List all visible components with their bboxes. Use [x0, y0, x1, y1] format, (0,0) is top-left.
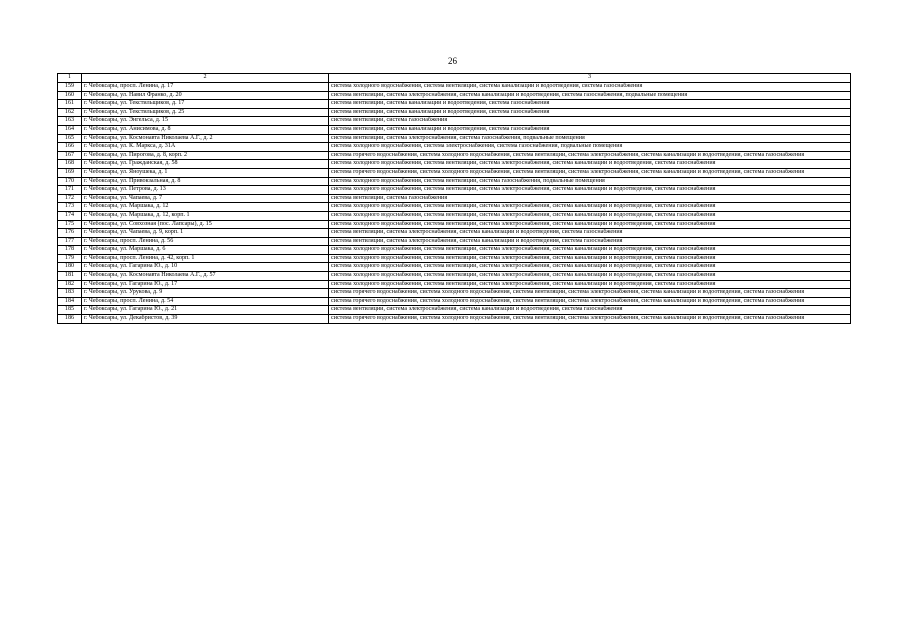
systems-cell: система холодного водоснабжения, система вентиляции, система электроснабжения, система канализации и водоотведения, система газоснабжения — [329, 246, 851, 255]
table-row — [58, 263, 851, 272]
row-number-cell: 163 — [58, 117, 82, 126]
systems-cell: система холодного водоснабжения, система вентиляции, система канализации и водоотведения, система газоснабжения — [329, 83, 851, 92]
row-number-cell: 173 — [58, 203, 82, 212]
address-cell: г. Чебоксары, ул. Текстильщиков, д. 25 — [82, 108, 329, 117]
row-number-cell: 179 — [58, 254, 82, 263]
table-row — [58, 272, 851, 281]
table-row — [58, 168, 851, 177]
table-row — [58, 177, 851, 186]
address-cell: г. Чебоксары, ул. Гражданская, д. 58 — [82, 160, 329, 169]
table-row — [58, 254, 851, 263]
address-cell: г. Чебоксары, просп. Ленина, д. 56 — [82, 237, 329, 246]
address-cell: г. Чебоксары, просп. Ленина, д. 17 — [82, 83, 329, 92]
address-cell: г. Чебоксары, ул. Чапаева, д. 7 — [82, 194, 329, 203]
table-row — [58, 117, 851, 126]
systems-cell: система холодного водоснабжения, система вентиляции, система электроснабжения, система канализации и водоотведения, система газоснабжения — [329, 254, 851, 263]
table-row — [58, 108, 851, 117]
row-number-cell: 169 — [58, 168, 82, 177]
systems-cell: система холодного водоснабжения, система вентиляции, система газоснабжения, подвальные помещения — [329, 177, 851, 186]
systems-cell: система горячего водоснабжения, система холодного водоснабжения, система вентиляции, система электроснабжения, система канализации и водоотведения, система газоснабжения — [329, 289, 851, 298]
address-cell: г. Чебоксары, ул. Текстильщиков, д. 17 — [82, 100, 329, 109]
address-cell: г. Чебоксары, просп. Ленина, д. 42, корп. 1 — [82, 254, 329, 263]
table-row — [58, 194, 851, 203]
systems-cell: система горячего водоснабжения, система холодного водоснабжения, система вентиляции, система электроснабжения, система канализации и водоотведения, система газоснабжения — [329, 315, 851, 324]
table-row — [58, 306, 851, 315]
table-row — [58, 203, 851, 212]
table-row — [58, 280, 851, 289]
systems-cell: система холодного водоснабжения, система вентиляции, система электроснабжения, система канализации и водоотведения, система газоснабжения — [329, 263, 851, 272]
systems-cell: система вентиляции, система канализации и водоотведения, система газоснабжения — [329, 100, 851, 109]
systems-cell: система вентиляции, система газоснабжения — [329, 117, 851, 126]
row-number-cell: 175 — [58, 220, 82, 229]
address-cell: г. Чебоксары, ул. Чапаева, д. 9, корп. 1 — [82, 229, 329, 238]
address-cell: г. Чебоксары, ул. Навил Франко, д. 20 — [82, 91, 329, 100]
address-cell: г. Чебоксары, ул. Пирогова, д. 8, корп. 2 — [82, 151, 329, 160]
address-cell: г. Чебоксары, ул. Маршака, д. 12, корп. 1 — [82, 211, 329, 220]
buildings-table — [57, 73, 851, 324]
table-row — [58, 100, 851, 109]
address-cell: г. Чебоксары, ул. Яноушека, д. 1 — [82, 168, 329, 177]
table-row — [58, 211, 851, 220]
row-number-cell: 180 — [58, 263, 82, 272]
column-header-1: 1 — [58, 74, 82, 83]
systems-cell: система холодного водоснабжения, система вентиляции, система электроснабжения, система канализации и водоотведения, система газоснабжения — [329, 160, 851, 169]
row-number-cell: 164 — [58, 125, 82, 134]
table-row — [58, 229, 851, 238]
systems-cell: система холодного водоснабжения, система электроснабжения, система газоснабжения, подвальные помещения — [329, 143, 851, 152]
address-cell: г. Чебоксары, ул. Декабристов, д. 39 — [82, 315, 329, 324]
systems-cell: система вентиляции, система электроснабжения, система газоснабжения, подвальные помещения — [329, 134, 851, 143]
address-cell: г. Чебоксары, ул. Гагарина Ю., д. 10 — [82, 263, 329, 272]
systems-cell: система вентиляции, система канализации и водоотведения, система газоснабжения — [329, 108, 851, 117]
table-row — [58, 143, 851, 152]
systems-cell: система вентиляции, система электроснабжения, система канализации и водоотведения, система газоснабжения, подвальные помещения — [329, 91, 851, 100]
row-number-cell: 172 — [58, 194, 82, 203]
table-row — [58, 91, 851, 100]
systems-cell: система горячего водоснабжения, система холодного водоснабжения, система вентиляции, система электроснабжения, система канализации и водоотведения, система газоснабжения — [329, 168, 851, 177]
address-cell: г. Чебоксары, ул. Совхозная (пос. Лапсары), д. 15 — [82, 220, 329, 229]
table-row — [58, 83, 851, 92]
systems-cell: система холодного водоснабжения, система вентиляции, система электроснабжения, система канализации и водоотведения, система газоснабжения — [329, 280, 851, 289]
systems-cell: система вентиляции, система электроснабжения, система канализации и водоотведения, система газоснабжения — [329, 306, 851, 315]
address-cell: г. Чебоксары, ул. Энгельса, д. 15 — [82, 117, 329, 126]
column-header-2: 2 — [82, 74, 329, 83]
table-row — [58, 186, 851, 195]
row-number-cell: 165 — [58, 134, 82, 143]
address-cell: г. Чебоксары, ул. Анисимова, д. 8 — [82, 125, 329, 134]
table-row — [58, 220, 851, 229]
row-number-cell: 166 — [58, 143, 82, 152]
row-number-cell: 167 — [58, 151, 82, 160]
table-row — [58, 125, 851, 134]
row-number-cell: 176 — [58, 229, 82, 238]
column-header-3: 3 — [329, 74, 851, 83]
systems-cell: система горячего водоснабжения, система холодного водоснабжения, система вентиляции, система электроснабжения, система канализации и водоотведения, система газоснабжения — [329, 297, 851, 306]
row-number-cell: 159 — [58, 83, 82, 92]
systems-cell: система вентиляции, система газоснабжения — [329, 194, 851, 203]
table-row — [58, 297, 851, 306]
systems-cell: система вентиляции, система электроснабжения, система канализации и водоотведения, система газоснабжения — [329, 229, 851, 238]
systems-cell: система холодного водоснабжения, система вентиляции, система электроснабжения, система канализации и водоотведения, система газоснабжения — [329, 211, 851, 220]
row-number-cell: 181 — [58, 272, 82, 281]
address-cell: г. Чебоксары, ул. К. Маркса, д. 31А — [82, 143, 329, 152]
page-number: 26 — [448, 56, 457, 66]
address-cell: г. Чебоксары, ул. Космонавта Николаева А.Г., д. 57 — [82, 272, 329, 281]
systems-cell: система холодного водоснабжения, система вентиляции, система электроснабжения, система канализации и водоотведения, система газоснабжения — [329, 272, 851, 281]
systems-cell: система горячего водоснабжения, система холодного водоснабжения, система вентиляции, система электроснабжения, система канализации и водоотведения, система газоснабжения — [329, 151, 851, 160]
row-number-cell: 178 — [58, 246, 82, 255]
table-row — [58, 237, 851, 246]
address-cell: г. Чебоксары, ул. Маршака, д. 12 — [82, 203, 329, 212]
row-number-cell: 168 — [58, 160, 82, 169]
address-cell: г. Чебоксары, ул. Гагарина Ю., д. 21 — [82, 306, 329, 315]
row-number-cell: 170 — [58, 177, 82, 186]
table-row — [58, 151, 851, 160]
row-number-cell: 184 — [58, 297, 82, 306]
table-row — [58, 160, 851, 169]
row-number-cell: 177 — [58, 237, 82, 246]
table-row — [58, 134, 851, 143]
row-number-cell: 162 — [58, 108, 82, 117]
address-cell: г. Чебоксары, ул. Петрова, д. 13 — [82, 186, 329, 195]
address-cell: г. Чебоксары, ул. Урукова, д. 9 — [82, 289, 329, 298]
table-row — [58, 246, 851, 255]
address-cell: г. Чебоксары, ул. Привокзальная, д. 8 — [82, 177, 329, 186]
address-cell: г. Чебоксары, просп. Ленина, д. 54 — [82, 297, 329, 306]
address-cell: г. Чебоксары, ул. Космонавта Николаева А.Г., д. 2 — [82, 134, 329, 143]
row-number-cell: 161 — [58, 100, 82, 109]
systems-cell: система вентиляции, система электроснабжения, система канализации и водоотведения, система газоснабжения — [329, 237, 851, 246]
row-number-cell: 160 — [58, 91, 82, 100]
table-header-row — [58, 74, 851, 83]
address-cell: г. Чебоксары, ул. Маршака, д. 6 — [82, 246, 329, 255]
row-number-cell: 171 — [58, 186, 82, 195]
table-row — [58, 289, 851, 298]
table-row — [58, 315, 851, 324]
row-number-cell: 182 — [58, 280, 82, 289]
systems-cell: система холодного водоснабжения, система вентиляции, система электроснабжения, система канализации и водоотведения, система газоснабжения — [329, 203, 851, 212]
row-number-cell: 185 — [58, 306, 82, 315]
row-number-cell: 186 — [58, 315, 82, 324]
systems-cell: система вентиляции, система канализации и водоотведения, система газоснабжения — [329, 125, 851, 134]
systems-cell: система холодного водоснабжения, система вентиляции, система электроснабжения, система канализации и водоотведения, система газоснабжения — [329, 186, 851, 195]
systems-cell: система холодного водоснабжения, система вентиляции, система электроснабжения, система канализации и водоотведения, система газоснабжения — [329, 220, 851, 229]
address-cell: г. Чебоксары, ул. Гагарина Ю., д. 17 — [82, 280, 329, 289]
row-number-cell: 174 — [58, 211, 82, 220]
row-number-cell: 183 — [58, 289, 82, 298]
